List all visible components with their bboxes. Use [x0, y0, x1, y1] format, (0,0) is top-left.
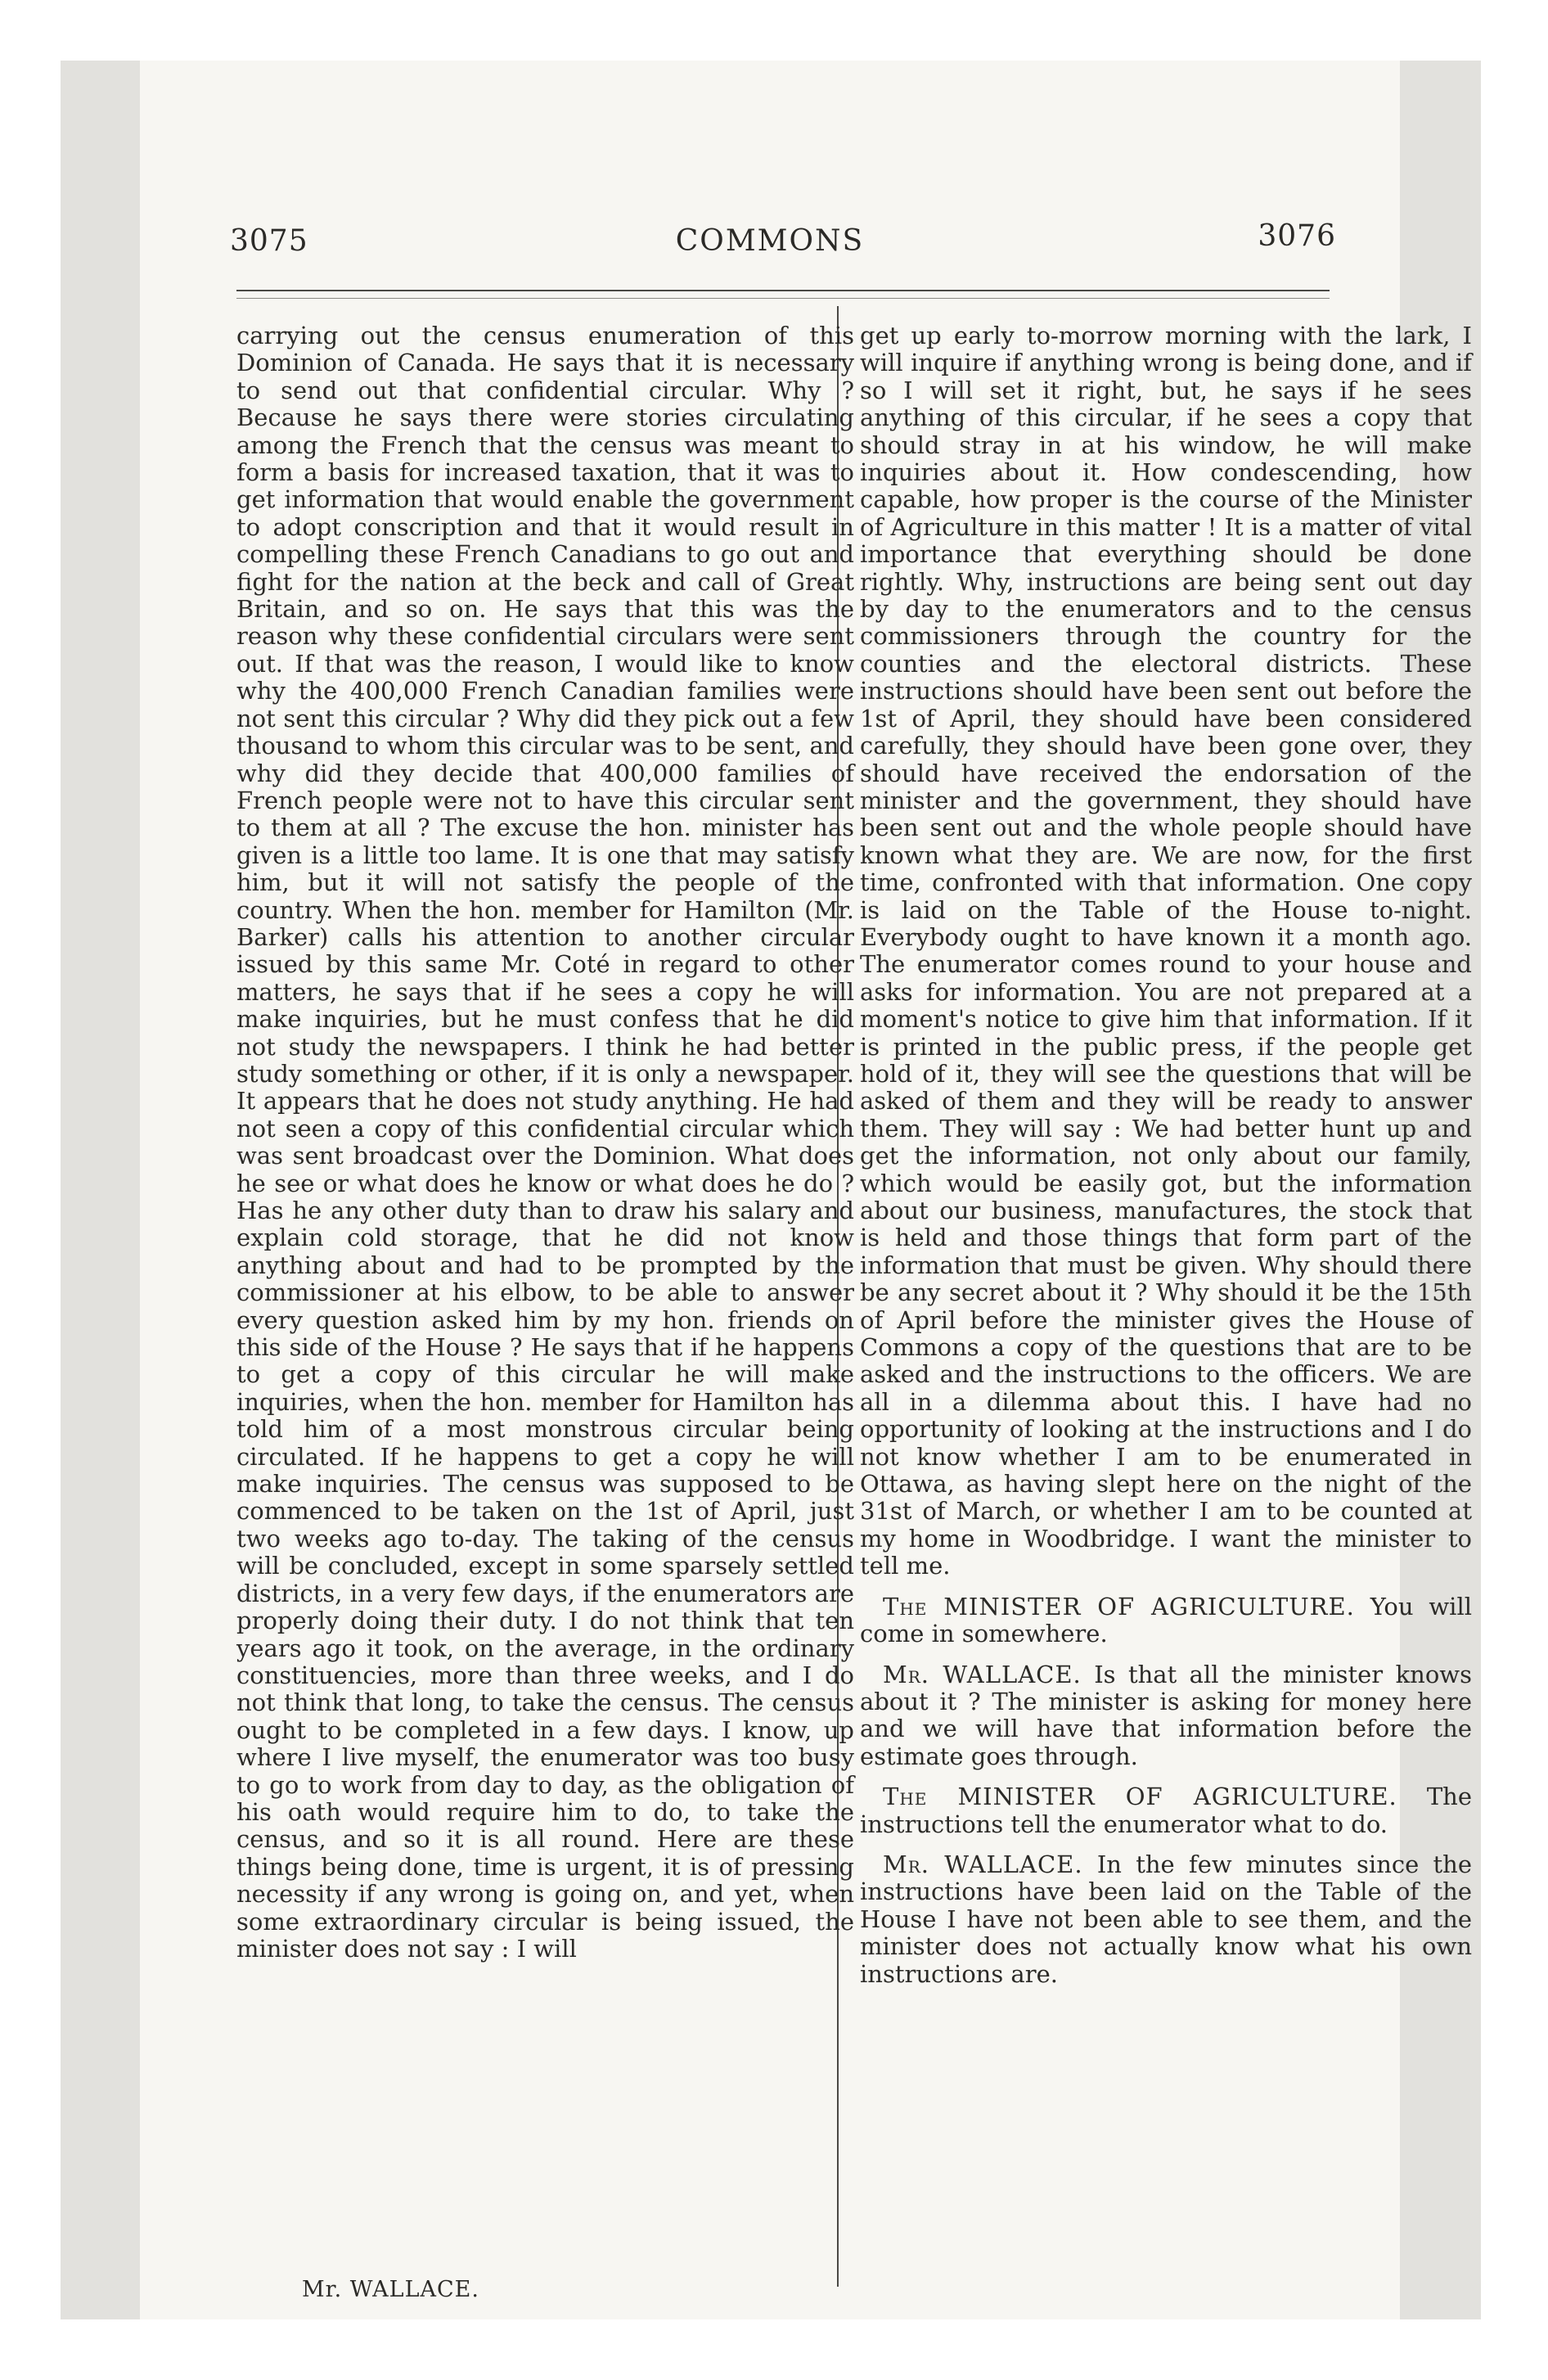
- speaker-name: The MINISTER OF AGRICULTURE.: [883, 1783, 1397, 1811]
- speaker-name: Mr. WALLACE.: [883, 1660, 1082, 1688]
- speech-text: The instructions tell the enumerator what to do.: [860, 1783, 1473, 1838]
- speaker-name: Mr. WALLACE.: [883, 1850, 1083, 1878]
- page-number-left: 3075: [230, 224, 308, 258]
- header-rule: [236, 290, 1330, 291]
- page-sheet: [140, 61, 1473, 2319]
- right-column-paragraph-1: get up early to-morrow morning with the lark, I will inquire if anything wrong is being done, and if so I will set it right, but, he says if he sees anything of this circular, if he sees a copy that should stray in at his window, he will make inquiries about it. How condescending, how capable, how proper is the course of the Minister of Agriculture in this matter ! It is a matter of vital importance that everything should be done rightly. Why, instructions are being sent out day by day to the enumerators and to the census commissioners through the country for the counties and the electoral districts. These instructions should have been sent out before the 1st of April, they should have been considered carefully, they should have been gone over, they should have received the endorsation of the minister and the government, they should have been sent out and the whole people should have known what they are. We are now, for the first time, confronted with that information. One copy is laid on the Table of the House to-night. Everybody ought to have known it a month ago. The enumerator comes round to your house and asks for information. You are not prepared at a moment's notice to give him that information. If it is printed in the public press, if the people get hold of it, they will see the questions that will be asked of them and they will be ready to answer them. They will say : We had better hunt up and get the information, not only about our family, which would be easily got, but the information about our business, manufactures, the stock that is held and those things that form part of the information that must be given. Why should there be any secret about it ? Why should it be the 15th of April before the minister gives the House of Commons a copy of the questions that are to be asked and the instructions to the officers. We are all in a dilemma about this. I have had no opportunity of looking at the instructions and I do not know whether I am to be enumerated in Ottawa, as having slept here on the night of the 31st of March, or whether I am to be counted at my home in Woodbridge. I want the minister to tell me.: [860, 322, 1472, 1580]
- speech-text: You will come in somewhere.: [860, 1592, 1472, 1648]
- right-column-paragraph-2: [860, 1593, 1472, 1648]
- speaker-name: The MINISTER OF AGRICULTURE.: [883, 1592, 1355, 1620]
- scanned-page-background: [61, 61, 1481, 2319]
- right-column-paragraph-3: [860, 1661, 1472, 1771]
- page-number-right: 3076: [1258, 219, 1336, 253]
- right-column-paragraph-5: [860, 1851, 1472, 1988]
- speech-text: In the few minutes since the instructions have been laid on the Table of the House I have not been able to see them, and the minister does not actually know what his own instructions are.: [860, 1850, 1473, 1988]
- right-column: [860, 322, 1472, 1988]
- running-head-title: COMMONS: [675, 224, 865, 258]
- right-column-paragraph-4: [860, 1783, 1472, 1838]
- header-rule-thin: [236, 298, 1330, 299]
- footer-speaker-left: Mr. WALLACE.: [302, 2277, 479, 2302]
- left-column: [236, 322, 854, 1963]
- speech-text: Is that all the minister knows about it ? The minister is asking for money here and we will have that information before the estimate goes through.: [860, 1660, 1472, 1770]
- left-column-text: carrying out the census enumeration of this Dominion of Canada. He says that it is necessary to send out that confidential circular. Why ? Because he says there were stories circulating among the French that the census was meant to form a basis for increased taxation, that it was to get information that would enable the government to adopt conscription and that it would result in compelling these French Canadians to go out and fight for the nation at the beck and call of Great Britain, and so on. He says that this was the reason why these confidential circulars were sent out. If that was the reason, I would like to know why the 400,000 French Canadian families were not sent this circular ? Why did they pick out a few thousand to whom this circular was to be sent, and why did they decide that 400,000 families of French people were not to have this circular sent to them at all ? The excuse the hon. minister has given is a little too lame. It is one that may satisfy him, but it will not satisfy the people of the country. When the hon. member for Hamilton (Mr. Barker) calls his attention to another circular issued by this same Mr. Coté in regard to other matters, he says that if he sees a copy he will make inquiries, but he must confess that he did not study the newspapers. I think he had better study something or other, if it is only a newspaper. It appears that he does not study anything. He had not seen a copy of this confidential circular which was sent broadcast over the Dominion. What does he see or what does he know or what does he do ? Has he any other duty than to draw his salary and explain cold storage, that he did not know anything about and had to be prompted by the commissioner at his elbow, to be able to answer every question asked him by my hon. friends on this side of the House ? He says that if he happens to get a copy of this circular he will make inquiries, when the hon. member for Hamilton has told him of a most monstrous circular being circulated. If he happens to get a copy he will make inquiries. The census was supposed to be commenced to be taken on the 1st of April, just two weeks ago to-day. The taking of the census will be concluded, except in some sparsely settled districts, in a very few days, if the enumerators are properly doing their duty. I do not think that ten years ago it took, on the average, in the ordinary constituencies, more than three weeks, and I do not think that long, to take the census. The census ought to be completed in a few days. I know, up where I live myself, the enumerator was too busy to go to work from day to day, as the obligation of his oath would require him to do, to take the census, and so it is all round. Here are these things being done, time is urgent, it is of pressing necessity if any wrong is going on, and yet, when some extraordinary circular is being issued, the minister does not say : I will: [236, 322, 854, 1963]
